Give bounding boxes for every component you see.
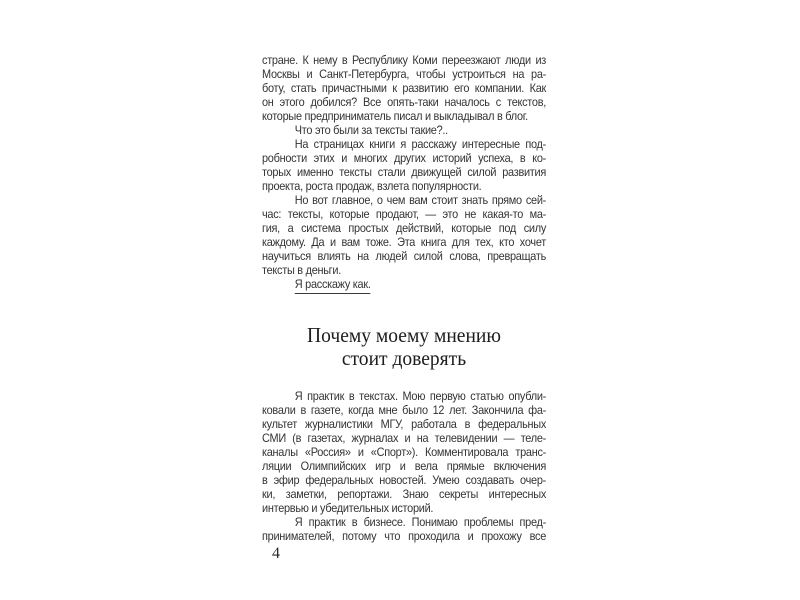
text-line: Что это были за тексты такие?.. xyxy=(294,123,448,137)
text-line: ляции Олимпийских игр и вела прямые включения xyxy=(262,459,547,473)
text-line: торых именно тексты стали движущей силой развития xyxy=(262,165,547,179)
text-line: боту, стать причастными к развитию его компании. Как xyxy=(262,81,547,95)
text-line: Но вот главное, о чем вам стоит знать прямо сей- xyxy=(294,193,547,207)
text-line: которые предприниматель писал и выкладывал в блог. xyxy=(262,109,528,123)
text-line: интервью и убедительных историй. xyxy=(262,501,434,515)
text-line: гия, а система простых действий, которые под силу xyxy=(262,221,547,235)
text-line xyxy=(262,277,546,291)
text-line: в эфир федеральных новостей. Умею создавать очер- xyxy=(262,473,547,487)
text-line: На страницах книги я расскажу интересные под- xyxy=(294,137,547,151)
text-line: научиться влиять на людей силой слова, превращать xyxy=(262,249,547,263)
body-text-bottom xyxy=(262,389,546,543)
text-line: принимателей, потому что проходила и прохожу все xyxy=(262,529,547,543)
chapter-heading-line-1: Почему моему мнению xyxy=(307,323,501,347)
chapter-heading xyxy=(272,324,536,370)
text-line: он этого добился? Все опять-таки началось с текстов, xyxy=(262,95,547,109)
text-line: Я практик в бизнесе. Понимаю проблемы пред- xyxy=(294,515,547,529)
text-line: ковали в газете, когда мне было 12 лет. Закончила фа- xyxy=(262,403,547,417)
text-line: робности этих и многих других историй успеха, в ко- xyxy=(262,151,547,165)
text-line: тексты в деньги. xyxy=(262,263,341,277)
text-line: ки, заметки, репортажи. Знаю секреты интересных xyxy=(262,487,547,501)
text-line: СМИ (в газетах, журналах и на телевидении — теле- xyxy=(262,431,547,445)
text-line: проекта, роста продаж, взлета популярности. xyxy=(262,179,482,193)
body-text-top xyxy=(262,53,546,291)
text-line: каждому. Да и вам тоже. Эта книга для тех, кто хочет xyxy=(262,235,547,249)
text-line: стране. К нему в Республику Коми переезжают люди из xyxy=(262,53,547,67)
text-line: каналы «Россия» и «Спорт»). Комментировала транс- xyxy=(262,445,547,459)
page-number: 4 xyxy=(272,545,280,562)
chapter-heading-line-2: стоит доверять xyxy=(341,346,467,370)
text-line: Москвы и Санкт-Петербурга, чтобы устроиться на ра- xyxy=(262,67,547,81)
text-line: час: тексты, которые продают, — это не какая-то ма- xyxy=(262,207,547,221)
underlined-text: Я расскажу как. xyxy=(295,277,371,294)
text-line: Я практик в текстах. Мою первую статью опубли- xyxy=(294,389,547,403)
text-line: культет журналистики МГУ, работала в федеральных xyxy=(262,417,547,431)
